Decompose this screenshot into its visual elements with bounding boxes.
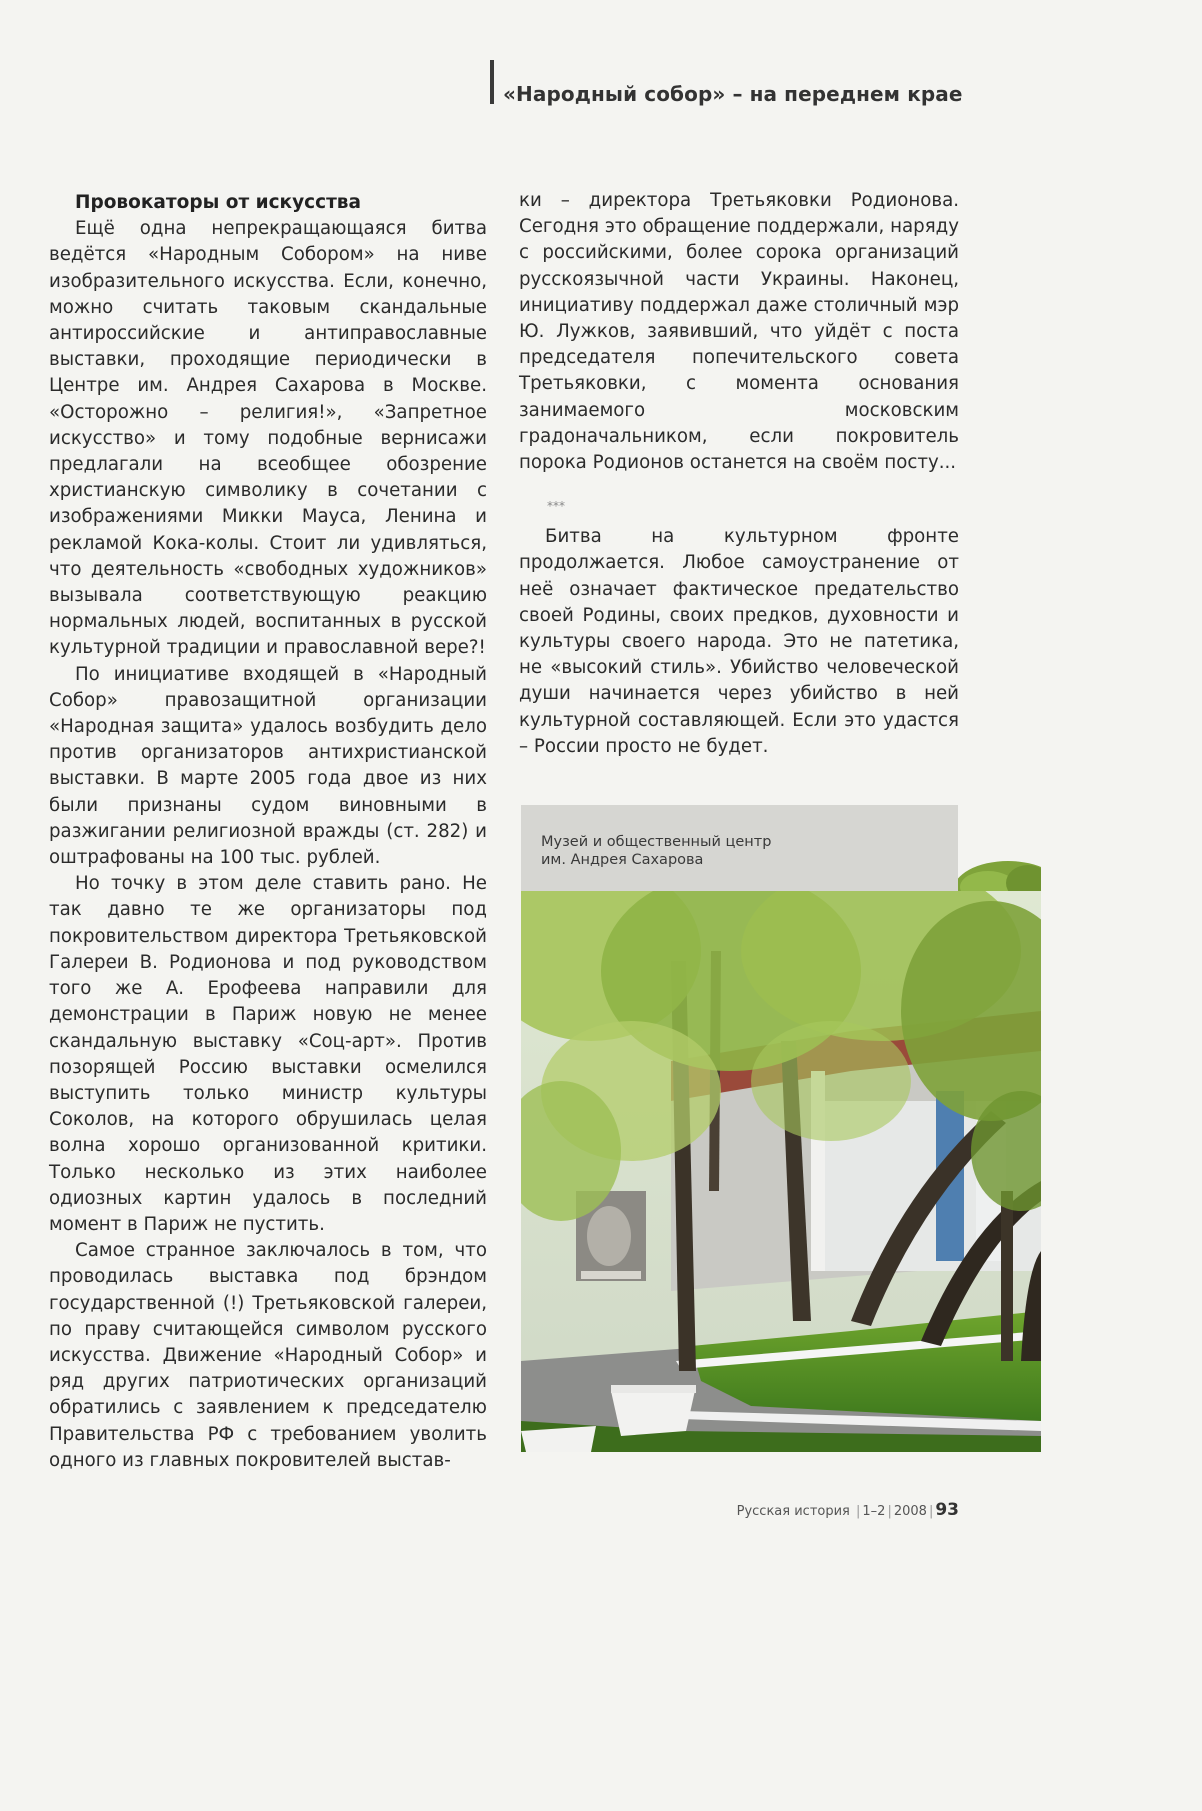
page-footer [737, 1500, 959, 1520]
photo-caption-line: им. Андрея Сахарова [541, 852, 704, 868]
article-paragraph: Но точку в этом деле ставить рано. Не так давно те же организаторы под покровительством директора Третьяковской Галереи В. Родионова и под руководством того же А. Ерофеева направили для демонстрации в Париж новую не менее скандальную выставку «Соц-арт». Против позорящей Россию выставки осмелился выступить только министр культуры Соколов, на которого обрушилась целая волна хорошо организованной критики. Только несколько из этих наиболее одиозных картин удалось в последний момент в Париж не пустить. [49, 873, 487, 1235]
photo-caption-line: Музей и общественный центр [541, 834, 772, 850]
section-header-title: «Народный собор» – на переднем крае [503, 82, 963, 106]
photo-caption-box [521, 805, 958, 891]
page-number: 93 [935, 1500, 959, 1520]
photo-caption [541, 833, 771, 869]
magazine-title: Русская история [736, 1504, 850, 1519]
article-heading: Провокаторы от искусства [75, 192, 362, 213]
article-paragraph-continuation: ки – директора Третьяковки Родионова. Сегодня это обращение поддержали, наряду с российскими, более сорока организаций русскоязычной части Украины. Наконец, инициативу поддержал даже столичный мэр Ю. Лужков, заявивший, что уйдёт с поста председателя попечительского совета Третьяковки, с момента основания занимаемого московским градоначальником, если покровитель порока Родионов останется на своём посту... [519, 190, 959, 474]
article-paragraph: По инициативе входящей в «Народный Собор» правозащитной организации «Народная защита» удалось возбудить дело против организаторов антихристианской выставки. В марте 2005 года двое из них были признаны судом виновными в разжигании религиозной вражды (ст. 282) и оштрафованы на 100 тыс. рублей. [49, 663, 487, 869]
photo-block [521, 805, 1041, 1452]
article-right-column [519, 188, 959, 760]
photo-tree-canopy [958, 843, 1041, 891]
article-paragraph: Ещё одна непрекращающаяся битва ведётся «Народным Собором» на ниве изобразительного искусства. Если, конечно, можно считать таковым скандальные антироссийские и антиправославные выставки, проходящие периодически в Центре им. Андрея Сахарова в Москве. «Осторожно – религия!», «Запретное искусство» и тому подобные вернисажи предлагали на всеобщее обозрение христианскую символику в сочетании с изображениями Микки Мауса, Ленина и рекламой Кока-колы. Стоит ли удивляться, что деятельность «свободных художников» вызывала соответствующую реакцию нормальных людей, воспитанных в русской культурной традиции и православной вере?! [49, 218, 487, 659]
article-paragraph: Самое странное заключалось в том, что проводилась выставка под брэндом государственной (!) Третьяковской галереи, по праву считающейся символом русского искусства. Движение «Народный Собор» и ряд других патриотических организаций обратились с заявлением к председателю Правительства РФ с требованием уволить одного из главных покровителей выстав- [49, 1240, 487, 1471]
article-left-column [49, 190, 487, 1474]
issue-number: 1–2 [862, 1504, 886, 1519]
footer-divider: | [887, 1504, 892, 1519]
article-closing-paragraph: Битва на культурном фронте продолжается. Любое самоустранение от неё означает фактическое предательство своей Родины, своих предков, духовности и культуры своего народа. Это не патетика, не «высокий стиль». Убийство человеческой души начинается через убийство в ней культурной составляющей. Если это удастся – России просто не будет. [519, 526, 959, 757]
section-separator: *** [547, 499, 565, 514]
sakharov-center-photo [521, 891, 1041, 1452]
header-rule [490, 60, 494, 104]
footer-divider: | [856, 1504, 861, 1519]
footer-divider: | [928, 1504, 934, 1519]
issue-year: 2008 [893, 1504, 927, 1519]
